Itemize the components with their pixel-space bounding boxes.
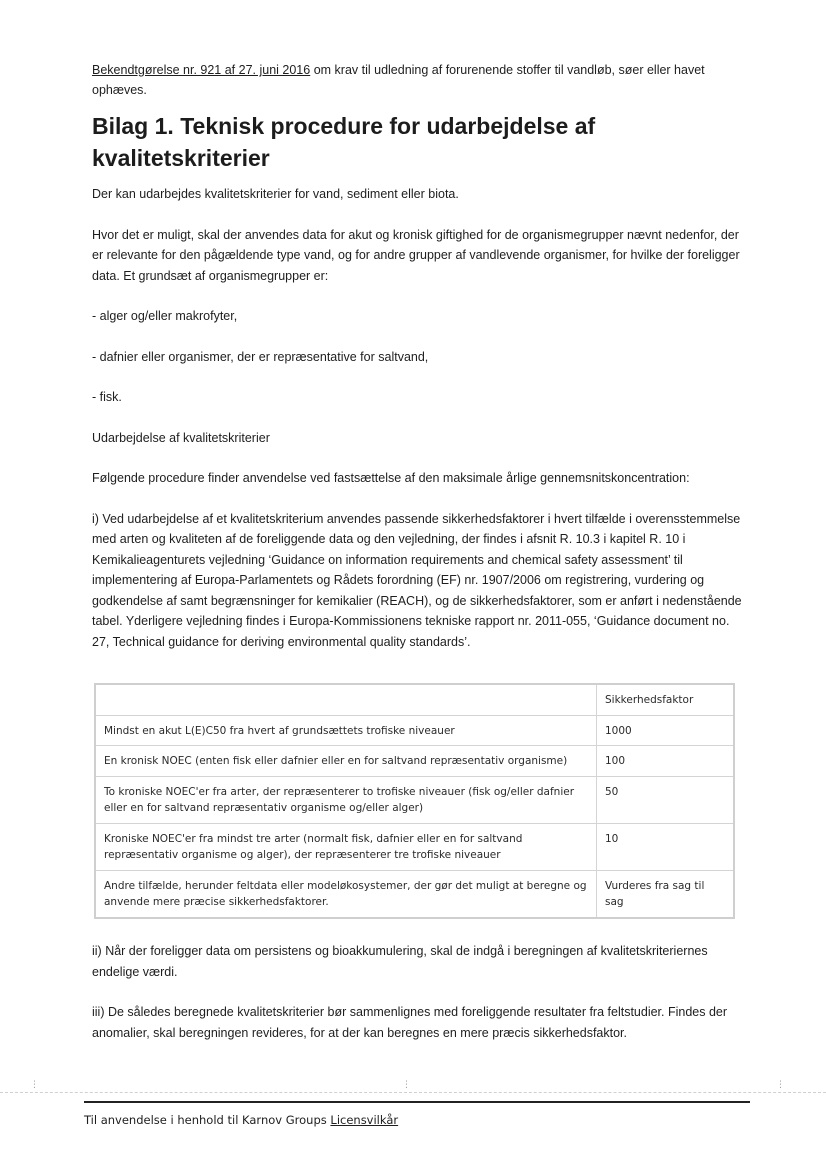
paragraph-step-ii: ii) Når der foreligger data om persistens og bioakkumulering, skal de indgå i beregningen af kvalitetskriteriernes endelige værdi.	[92, 944, 708, 979]
section-heading: Udarbejdelse af kvalitetskriterier	[92, 430, 270, 445]
intro-paragraph	[92, 60, 742, 100]
table-cell-factor: 10	[597, 823, 735, 870]
regulation-link[interactable]: Bekendtgørelse nr. 921 af 27. juni 2016	[92, 63, 311, 77]
table-row	[95, 746, 734, 777]
table-cell-factor: Vurderes fra sag til sag	[597, 870, 735, 918]
table-cell-condition: Mindst en akut L(E)C50 fra hvert af grundsættets trofiske niveauer	[95, 715, 597, 746]
paragraph-scope: Der kan udarbejdes kvalitetskriterier for vand, sediment eller biota.	[92, 187, 459, 201]
table-header-cell	[95, 684, 597, 715]
page-title: Bilag 1. Teknisk procedure for udarbejdelse af kvalitetskriterier	[92, 113, 596, 171]
table-row	[95, 823, 734, 870]
scan-mark-center: ⋮	[402, 1080, 411, 1090]
table-cell-condition: Andre tilfælde, herunder feltdata eller modeløkosystemer, der gør det muligt at beregne og anvende mere præcise sikkerhedsfaktorer.	[95, 870, 597, 918]
paragraph-procedure: Følgende procedure finder anvendelse ved fastsættelse af den maksimale årlige gennemsnitskoncentration:	[92, 471, 690, 485]
table-row	[95, 870, 734, 918]
license-link[interactable]: Licensvilkår	[330, 1113, 399, 1127]
footer-divider	[84, 1101, 750, 1103]
list-item-algae: - alger og/eller makrofyter,	[92, 309, 238, 323]
footer-text: Til anvendelse i henhold til Karnov Groups	[84, 1113, 331, 1127]
footer	[84, 1113, 398, 1127]
table-header-cell: Sikkerhedsfaktor	[597, 684, 735, 715]
closing-section	[92, 941, 742, 1063]
document-body	[92, 60, 742, 672]
list-item-daphnia: - dafnier eller organismer, der er repræsentative for saltvand,	[92, 349, 429, 364]
table-cell-factor: 100	[597, 746, 735, 777]
intro-text: om krav til udledning af forurenende stoffer til vandløb, søer eller havet ophæves.	[92, 63, 705, 97]
table-cell-condition: Kroniske NOEC'er fra mindst tre arter (normalt fisk, dafnier eller en for saltvand repræsentativ organisme og alger), der repræsenterer tre trofiske niveauer	[95, 823, 597, 870]
paragraph-step-i: i) Ved udarbejdelse af et kvalitetskriterium anvendes passende sikkerhedsfaktorer i hvert tilfælde i overensstemmelse med arten og kvaliteten af de foreliggende data og den vejledning, der findes i afsnit R. 10.3 i kapitel R. 10 i Kemikalieagenturets vejledning ‘Guidance on information requirements and chemical safety assessment’ til implementering af Europa-Parlamentets og Rådets forordning (EF) nr. 1907/2006 om registrering, vurdering og godkendelse af samt begrænsninger for kemikalier (REACH), og de sikkerhedsfaktorer, som er anført i nedenstående tabel. Yderligere vejledning findes i Europa-Kommissionens tekniske rapport nr. 2011-055, ‘Guidance document no. 27, Technical guidance for deriving environmental quality standards’.	[92, 511, 742, 649]
table-header-row	[95, 684, 734, 715]
safety-factor-table	[94, 683, 735, 919]
scan-divider	[0, 1092, 826, 1093]
scan-mark-right: ⋮	[776, 1080, 785, 1090]
paragraph-data-requirements: Hvor det er muligt, skal der anvendes data for akut og kronisk giftighed for de organismegrupper nævnt nedenfor, der er relevante for den pågældende type vand, og for andre grupper af vandlevende organismer, for hvilke der foreligger data. Et grundsæt af organismegrupper er:	[92, 227, 740, 283]
paragraph-step-iii: iii) De således beregnede kvalitetskriterier bør sammenlignes med foreliggende resultater fra feltstudier. Findes der anomalier, skal beregningen revideres, for at der kan beregnes en mere præcis sikkerhedsfaktor.	[92, 1005, 728, 1040]
list-item-fish: - fisk.	[92, 390, 122, 404]
table-row	[95, 776, 734, 823]
table-cell-factor: 1000	[597, 715, 735, 746]
scan-mark-left: ⋮	[30, 1080, 39, 1090]
table-row	[95, 715, 734, 746]
table-cell-condition: En kronisk NOEC (enten fisk eller dafnier eller en for saltvand repræsentativ organisme)	[95, 746, 597, 777]
table-cell-factor: 50	[597, 776, 735, 823]
table-cell-condition: To kroniske NOEC'er fra arter, der repræsenterer to trofiske niveauer (fisk og/eller dafnier eller en for saltvand repræsentativ organisme og/eller alger)	[95, 776, 597, 823]
